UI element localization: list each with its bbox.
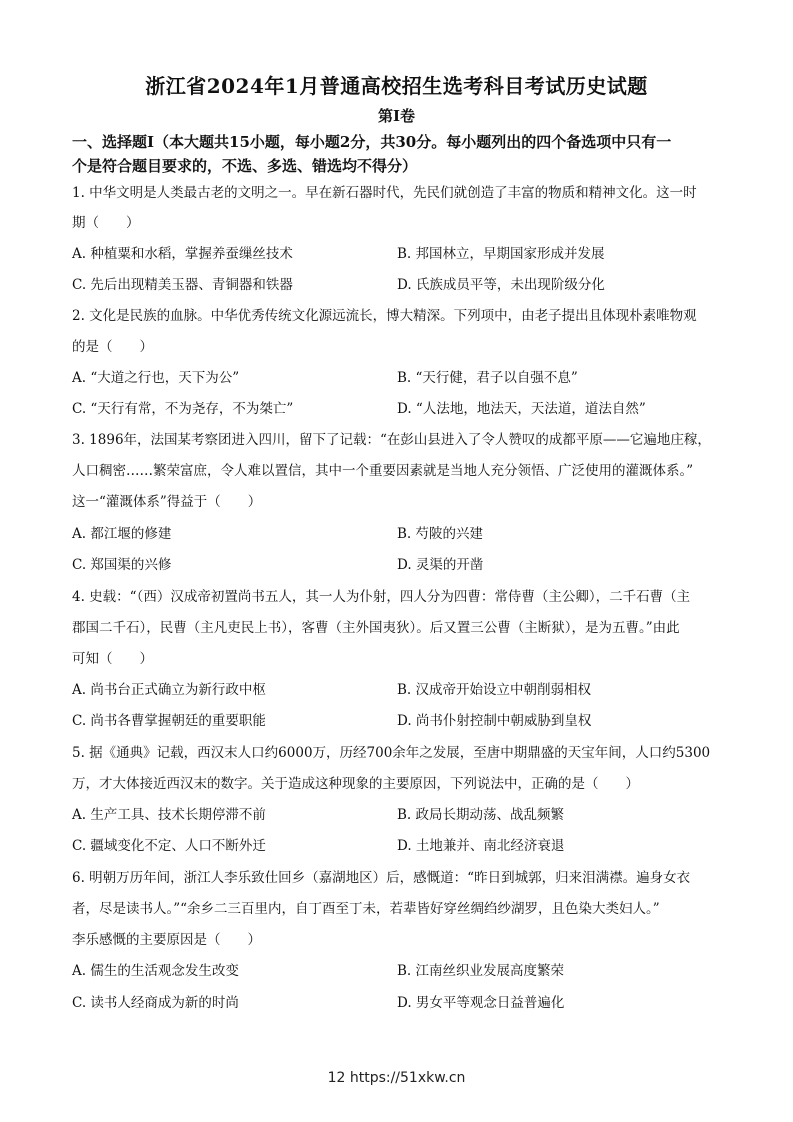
question-2-option-a: A. “大道之行也，天下为公” xyxy=(72,370,240,386)
question-4-option-d: D. 尚书仆射控制中朝威胁到皇权 xyxy=(397,713,592,729)
question-5-stem-line: 5. 据《通典》记载，西汉末人口约6000万，历经700余年之发展，至唐中期鼎盛的天宝年间，人口约5300 xyxy=(72,745,711,761)
question-5-option-a: A. 生产工具、技术长期停滞不前 xyxy=(72,807,266,823)
question-1-option-d: D. 氏族成员平等，未出现阶级分化 xyxy=(397,277,605,293)
question-4-stem-line: 可知（ ） xyxy=(72,651,153,667)
question-2-option-c: C. “天行有常，不为尧存，不为桀亡” xyxy=(72,401,294,417)
question-3-option-a: A. 都江堰的修建 xyxy=(72,526,172,542)
question-6-option-b: B. 江南丝织业发展高度繁荣 xyxy=(397,963,565,979)
question-3-stem-line: 人口稠密……繁荣富庶，令人难以置信，其中一个重要因素就是当地人充分领悟、广泛使用的灌溉体系。” xyxy=(72,463,694,479)
volume-label: 第Ⅰ卷 xyxy=(377,107,416,125)
page-footer: 12 https://51xkw.cn xyxy=(327,1070,466,1086)
question-6-stem-line: 6. 明朝万历年间，浙江人李乐致仕回乡（嘉湖地区）后，感慨道：“昨日到城郭，归来泪满襟。遍身女衣 xyxy=(72,870,691,886)
question-5-option-d: D. 土地兼并、南北经济衰退 xyxy=(397,838,565,854)
question-2-option-d: D. “人法地，地法天，天法道，道法自然” xyxy=(397,401,646,417)
question-6-stem-line: 李乐感慨的主要原因是（ ） xyxy=(72,932,261,948)
question-5-stem-line: 万，才大体接近西汉末的数字。关于造成这种现象的主要原因，下列说法中，正确的是（ ） xyxy=(72,776,639,792)
question-4-stem-line: 4. 史载：“（西）汉成帝初置尚书五人，其一人为仆射，四人分为四曹：常侍曹（主公卿），二千石曹（主 xyxy=(72,589,691,605)
question-4-option-b: B. 汉成帝开始设立中朝削弱相权 xyxy=(397,682,592,698)
question-3-option-d: D. 灵渠的开凿 xyxy=(397,557,484,573)
question-6-option-d: D. 男女平等观念日益普遍化 xyxy=(397,995,565,1011)
question-5-option-b: B. 政局长期动荡、战乱频繁 xyxy=(397,807,565,823)
question-3-option-b: B. 芍陂的兴建 xyxy=(397,526,484,542)
question-2-option-b: B. “天行健，君子以自强不息” xyxy=(397,370,578,386)
question-2-stem-line: 的是（ ） xyxy=(72,339,153,355)
question-4-stem-line: 郡国二千石），民曹（主凡吏民上书），客曹（主外国夷狄）。后又置三公曹（主断狱），是为五曹。”由此 xyxy=(72,620,680,636)
section-heading-line: 一、选择题Ⅰ（本大题共15小题，每小题2分，共30分。每小题列出的四个备选项中只有一 xyxy=(72,133,672,151)
question-3-stem-line: 3. 1896年，法国某考察团进入四川，留下了记载：“在彭山县进入了令人赞叹的成都平原——它遍地庄稼， xyxy=(72,432,711,448)
question-5-option-c: C. 疆域变化不定、人口不断外迁 xyxy=(72,838,266,854)
question-3-stem-line: 这一“灌溉体系”得益于（ ） xyxy=(72,494,262,510)
question-6-option-c: C. 读书人经商成为新的时尚 xyxy=(72,995,239,1011)
section-heading-line: 个是符合题目要求的，不选、多选、错选均不得分） xyxy=(72,157,418,175)
question-3-option-c: C. 郑国渠的兴修 xyxy=(72,557,172,573)
question-1-stem-line: 1. 中华文明是人类最古老的文明之一。早在新石器时代，先民们就创造了丰富的物质和精神文化。这一时 xyxy=(72,185,697,201)
question-2-stem-line: 2. 文化是民族的血脉。中华优秀传统文化源远流长，博大精深。下列项中，由老子提出且体现朴素唯物观 xyxy=(72,308,697,324)
question-6-stem-line: 者，尽是读书人。”“余乡二三百里内，自丁酉至丁未，若辈皆好穿丝绸绉纱湖罗，且色染大类妇人。” xyxy=(72,901,660,917)
page-title: 浙江省2024年1月普通高校招生选考科目考试历史试题 xyxy=(145,74,648,98)
question-1-option-a: A. 种植粟和水稻，掌握养蚕缫丝技术 xyxy=(72,246,293,262)
question-1-option-c: C. 先后出现精美玉器、青铜器和铁器 xyxy=(72,277,293,293)
question-1-option-b: B. 邦国林立，早期国家形成并发展 xyxy=(397,246,605,262)
question-4-option-a: A. 尚书台正式确立为新行政中枢 xyxy=(72,682,266,698)
question-4-option-c: C. 尚书各曹掌握朝廷的重要职能 xyxy=(72,713,266,729)
question-6-option-a: A. 儒生的生活观念发生改变 xyxy=(72,963,239,979)
section-heading xyxy=(72,130,732,178)
question-1-stem-line: 期（ ） xyxy=(72,215,140,231)
